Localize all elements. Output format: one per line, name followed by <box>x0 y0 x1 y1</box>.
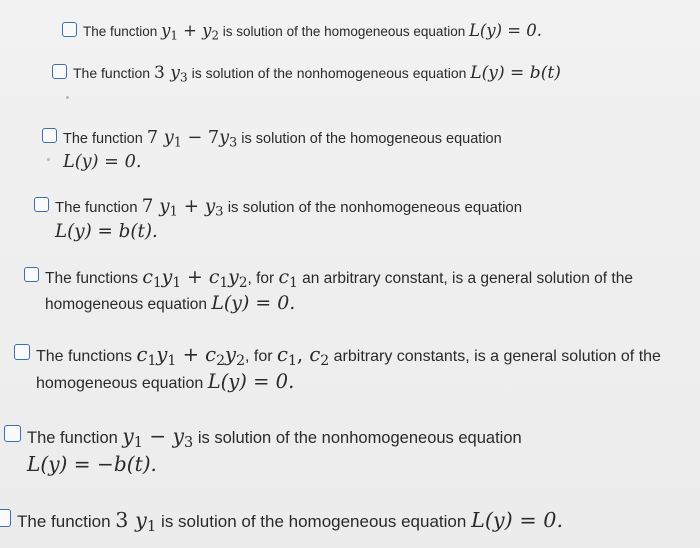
dot-mark <box>66 96 69 99</box>
checkbox[interactable] <box>52 64 67 79</box>
checkbox[interactable] <box>24 267 39 282</box>
equation: L(y) = 0. <box>63 152 142 173</box>
math-expression: $y_1 + y_2$ <box>161 21 220 43</box>
checkbox[interactable] <box>4 425 21 442</box>
math-expression: 7 $y_1 + y_3$ <box>141 196 224 220</box>
math-expression: $y_1 - y_3$ <box>122 424 194 452</box>
math-expression: 3 $y_3$ <box>153 63 188 85</box>
math-constants: $c_1$, $c_2$ <box>277 343 330 369</box>
answer-option-2[interactable] <box>52 63 561 86</box>
checkbox[interactable] <box>34 197 49 212</box>
equation: L(y) = 0. <box>207 370 295 394</box>
math-expression: $c_1y_1 + c_1y_2$ <box>142 266 248 291</box>
equation: L(y) = 0. <box>211 291 296 314</box>
math-constant: $c_1$ <box>278 266 298 291</box>
checkbox[interactable] <box>42 128 57 143</box>
answer-option-6[interactable] <box>14 343 674 395</box>
answer-option-8[interactable] <box>0 508 694 536</box>
checkbox[interactable] <box>14 344 30 360</box>
option-text: The functions $c_1y_1 + c_2y_2$, for $c_1$, $c_2$ arbitrary constants, is a general solution of the homogeneous equation L(y) = 0. <box>36 343 661 394</box>
equation: L(y) = −b(t). <box>27 452 157 477</box>
option-text: The functions $c_1y_1 + c_1y_2$, for $c_1$ an arbitrary constant, is a general solution of the homogeneous equation L(y) = 0. <box>45 266 633 314</box>
answer-option-3[interactable] <box>42 127 602 174</box>
option-text: The function 3 $y_3$ is solution of the nonhomogeneous equation L(y) = b(t) <box>73 63 561 85</box>
option-text: The function 7 $y_1 - 7y_3$ is solution of the homogeneous equation L(y) = 0. <box>63 128 502 173</box>
math-expression: 7 $y_1 - 7y_3$ <box>146 128 238 151</box>
equation: L(y) = b(t). <box>55 221 158 243</box>
option-text: The function 7 $y_1 + y_3$ is solution of the nonhomogeneous equation L(y) = b(t). <box>55 196 523 243</box>
equation: L(y) = 0. <box>468 21 542 40</box>
answer-option-4[interactable] <box>34 196 624 244</box>
answer-option-1[interactable] <box>62 21 542 43</box>
option-text: The function $y_1 + y_2$ is solution of the homogeneous equation L(y) = 0. <box>83 21 542 43</box>
answer-option-7[interactable] <box>4 424 664 477</box>
checkbox[interactable] <box>62 22 77 37</box>
checkbox[interactable] <box>0 509 11 527</box>
answer-option-5[interactable] <box>24 266 674 315</box>
option-text: The function 3 $y_1$ is solution of the homogeneous equation L(y) = 0. <box>17 508 564 536</box>
equation: L(y) = 0. <box>471 508 564 532</box>
math-expression: $c_1y_1 + c_2y_2$ <box>136 343 245 369</box>
math-expression: 3 $y_1$ <box>115 508 157 536</box>
option-text: The function $y_1 - y_3$ is solution of the nonhomogeneous equation L(y) = −b(t). <box>27 424 522 477</box>
equation: L(y) = b(t) <box>470 63 561 83</box>
dot-mark <box>47 158 50 161</box>
